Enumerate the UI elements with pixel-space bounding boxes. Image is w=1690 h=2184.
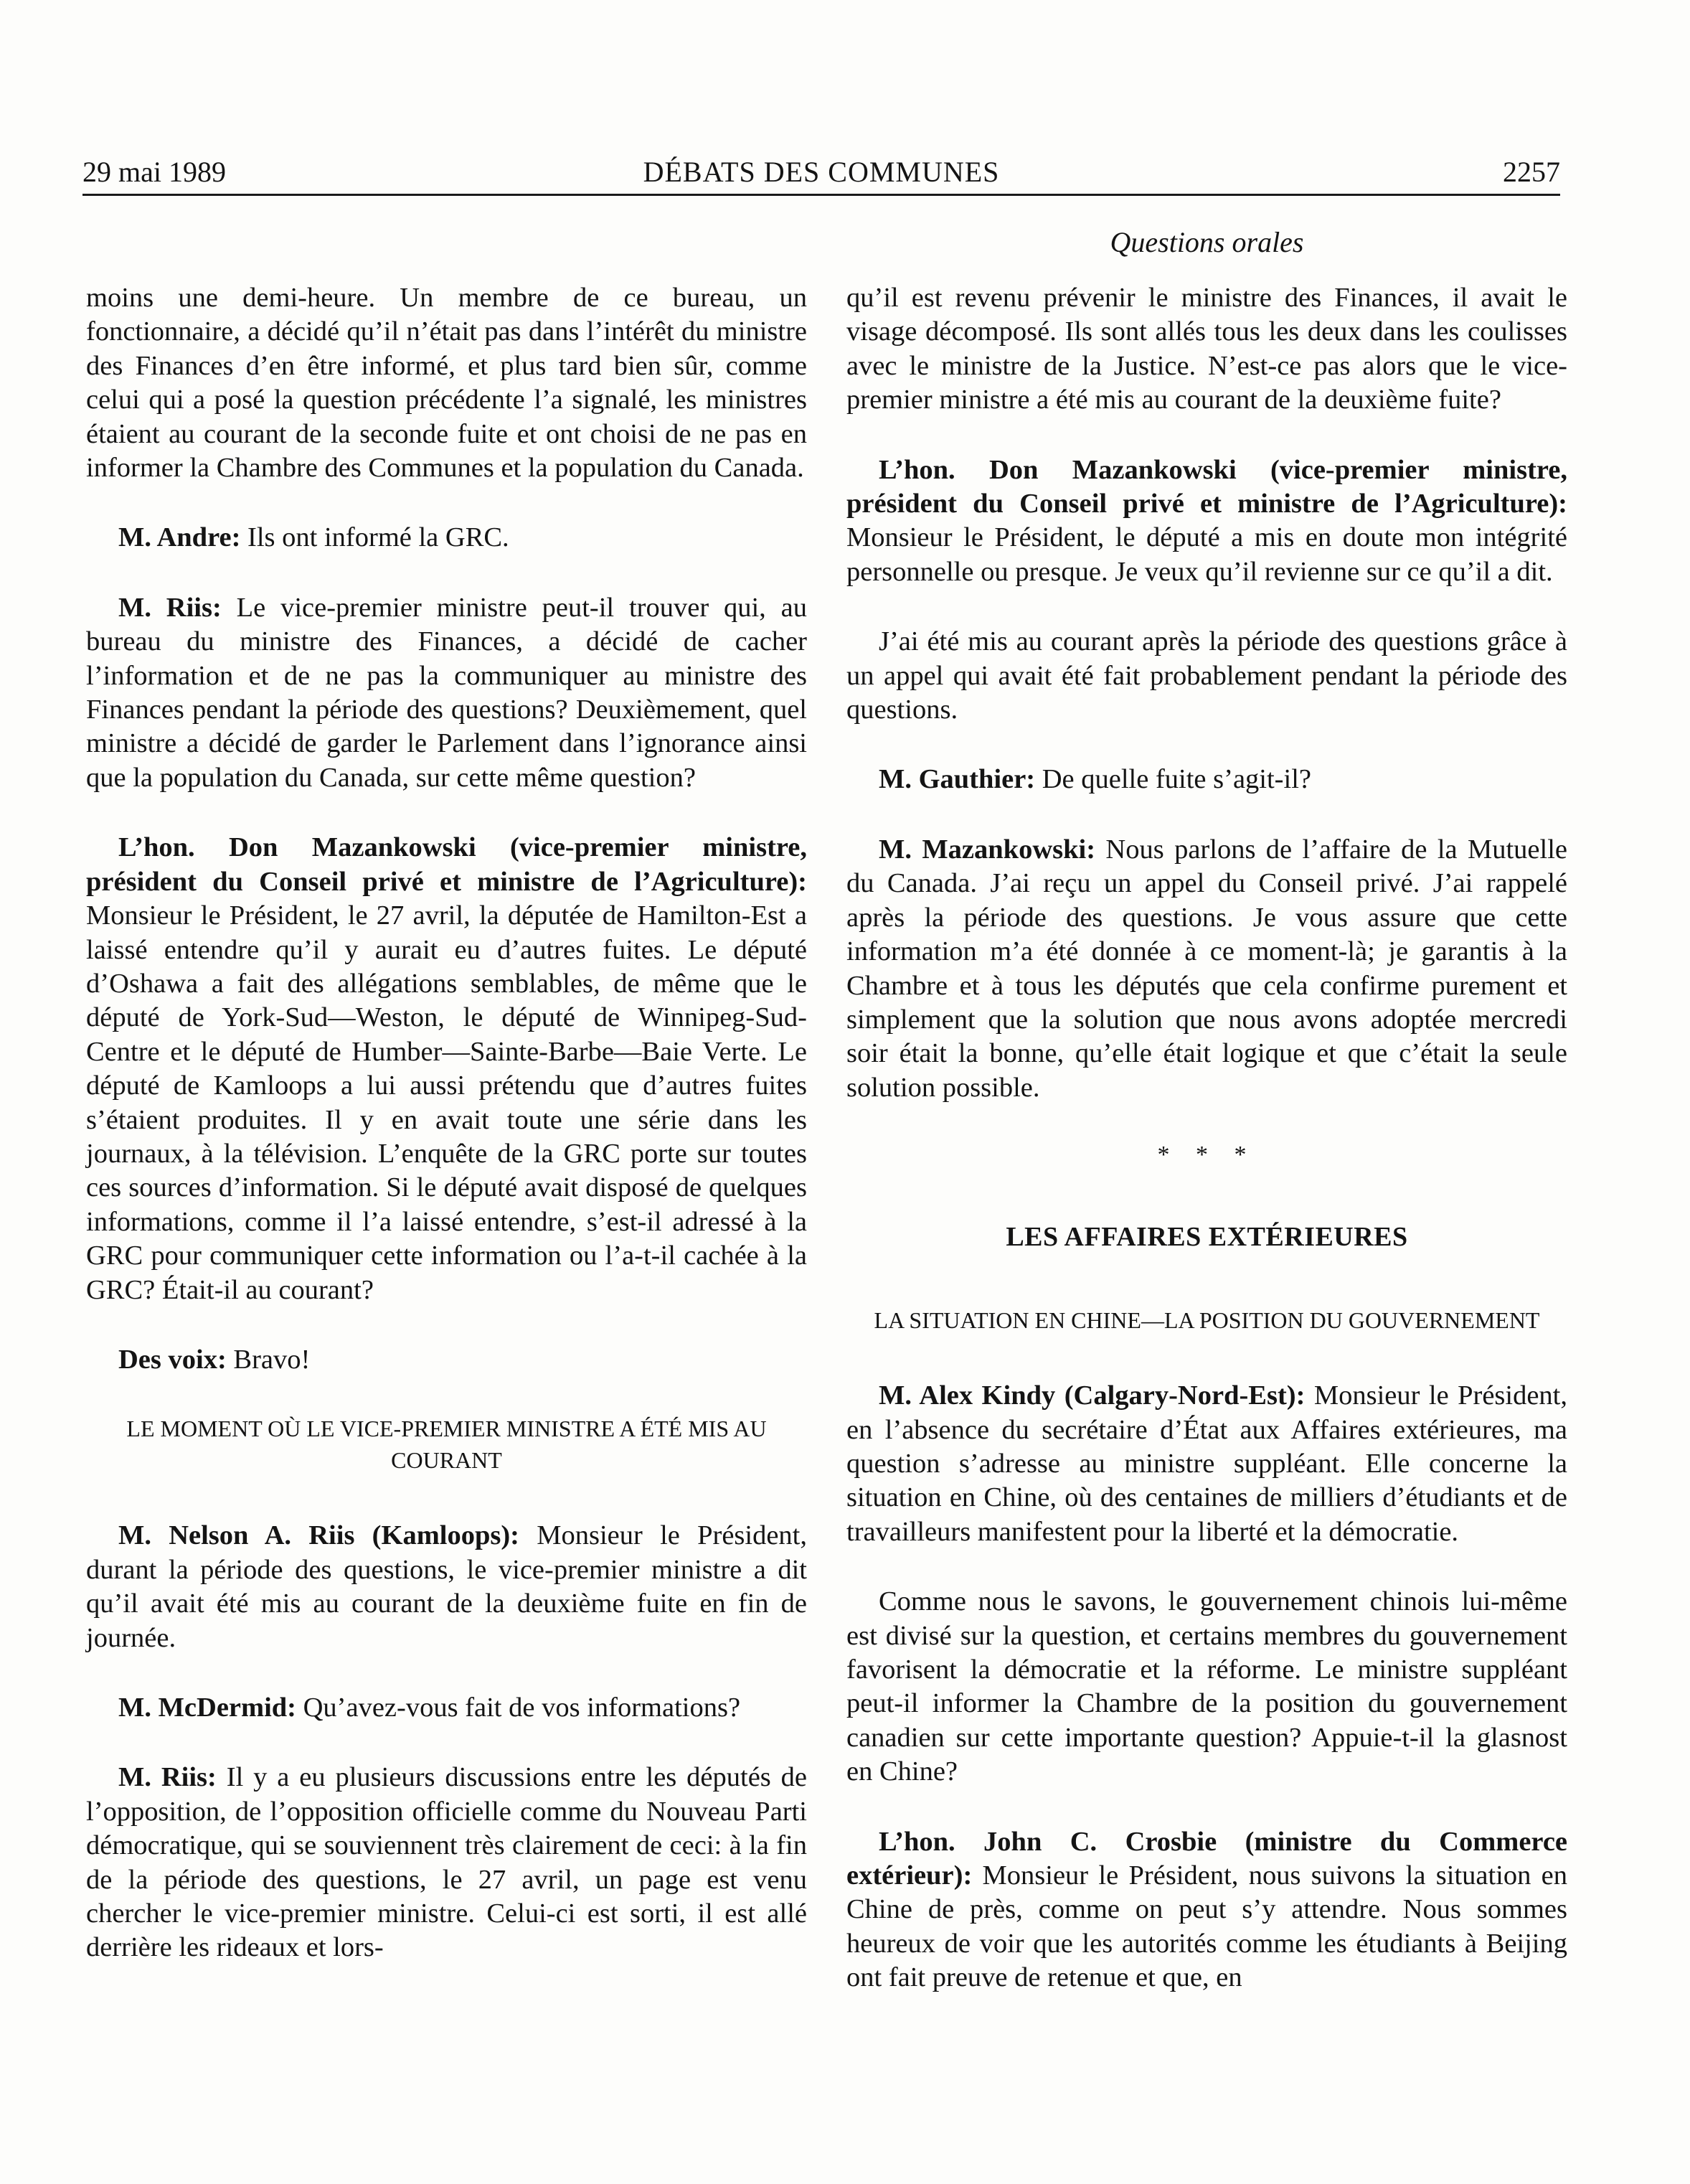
header-title: DÉBATS DES COMMUNES xyxy=(643,156,1000,188)
speech-text: qu’il est revenu prévenir le ministre des Finances, il avait le visage décomposé. Ils sont allés tous les deux dans les coulisses avec le ministre de la Justice. N’est-ce pas alors que le vice-premier ministre a été mis au courant de la deuxième fuite? xyxy=(846,283,1567,415)
speaker-name: M. Alex Kindy (Calgary-Nord-Est): xyxy=(879,1380,1306,1411)
header-rule xyxy=(82,194,1560,196)
speech-text: Monsieur le Président, durant la période des questions, le vice-premier ministre a dit qu’il avait été mis au courant de la deuxième fuite en fin de journée. xyxy=(86,1520,808,1653)
text-paragraph xyxy=(846,625,1567,727)
speech-paragraph xyxy=(846,453,1567,590)
speaker-name: M. Riis: xyxy=(118,1762,217,1793)
speaker-name: M. Andre: xyxy=(118,522,241,553)
speaker-name: Des voix: xyxy=(118,1344,227,1375)
speech-text: Nous parlons de l’affaire de la Mutuelle du Canada. J’ai reçu un appel du Conseil privé. J’ai rappelé après la période des questions. Je vous assure que cette information m’a été donnée à ce moment-là; je garantis à la Chambre et à tous les députés que cela confirme purement et simplement que la solution que nous avons adoptée mercredi soir était la bonne, qu’elle était logique et que c’était la seule solution possible. xyxy=(846,834,1567,1103)
speech-text: Le vice-premier ministre peut-il trouver qui, au bureau du ministre des Finances, a décidé de cacher l’information et de ne pas la communiquer au ministre des Finances pendant la période des questions? Deuxièmement, quel ministre a décidé de garder le Parlement dans l’ignorance ainsi que la population du Canada, sur cette même question? xyxy=(86,592,807,793)
section-separator: * * * xyxy=(1157,1142,1257,1169)
speech-text: De quelle fuite s’agit-il? xyxy=(1035,764,1311,795)
speech-text: J’ai été mis au courant après la période des questions grâce à un appel qui avait été fait probablement pendant la période des questions. xyxy=(846,626,1567,725)
speech-text: Monsieur le Président, le 27 avril, la députée de Hamilton-Est a laissé entendre qu’il y aurait eu d’autres fuites. Le député d’Oshawa a fait des allégations semblables, de même que le député de York-Sud—Weston, le député de Winnipeg-Sud-Centre et le député de Humber—Sainte-Barbe—Baie Verte. Le député de Kamloops a lui aussi prétendu que d’autres fuites s’étaient produites. Il y en avait toute une série dans les journaux, à la télévision. L’enquête de la GRC porte sur toutes ces sources d’information. Si le député avait disposé de quelques informations, comme il l’a laissé entendre, s’est-il adressé à la GRC pour communiquer cette information ou l’a-t-il cachée à la GRC? Était-il au courant? xyxy=(86,900,807,1305)
page-header xyxy=(82,152,1560,192)
running-head: Questions orales xyxy=(1110,226,1304,258)
speech-text: Monsieur le Président, nous suivons la situation en Chine de près, comme on peut s’y attendre. Nous sommes heureux de voir que les autorités comme les étudiants à Beijing ont fait preuve de retenue et que, en xyxy=(846,1860,1567,1993)
speech-paragraph xyxy=(86,831,807,1307)
speaker-name: L’hon. John C. Crosbie (ministre du Commerce extérieur): xyxy=(846,1826,1567,1891)
speech-text: Il y a eu plusieurs discussions entre les députés de l’opposition, de l’opposition officielle comme du Nouveau Parti démocratique, qui se souviennent très clairement de ceci: à la fin de la période des questions, le 27 avril, un page est venu chercher le vice-premier ministre. Celui-ci est sorti, il est allé derrière les rideaux et lors- xyxy=(86,1762,808,1963)
speaker-name: M. Gauthier: xyxy=(879,764,1036,795)
section-subheading: LA SITUATION EN CHINE—LA POSITION DU GOUVERNEMENT xyxy=(874,1307,1540,1334)
speech-text: Monsieur le Président, en l’absence du secrétaire d’État aux Affaires extérieures, ma question s’adresse au ministre suppléant. Elle concerne la situation en Chine, où des centaines de milliers d’étudiants et de travailleurs manifestent pour la liberté et la démocratie. xyxy=(846,1380,1568,1547)
speaker-name: M. Riis: xyxy=(118,592,222,623)
speech-paragraph xyxy=(86,1761,807,1964)
right-column xyxy=(846,281,1567,2031)
left-column xyxy=(86,281,807,2001)
speaker-name: M. McDermid: xyxy=(118,1693,296,1723)
speaker-name: M. Nelson A. Riis (Kamloops): xyxy=(118,1520,519,1551)
speech-paragraph xyxy=(846,833,1567,1105)
speech-paragraph xyxy=(86,1343,807,1377)
speech-text: Monsieur le Président, le député a mis en doute mon intégrité personnelle ou presque. Je veux qu’il revienne sur ce qu’il a dit. xyxy=(846,522,1567,587)
header-date: 29 mai 1989 xyxy=(82,156,226,188)
text-paragraph xyxy=(86,281,807,485)
speech-text: moins une demi-heure. Un membre de ce bureau, un fonctionnaire, a décidé qu’il n’était pas dans l’intérêt du ministre des Finances d’en être informé, et plus tard bien sûr, comme celui qui a posé la question précédente l’a signalé, les ministres étaient au courant de la seconde fuite et ont choisi de ne pas en informer la Chambre des Communes et la population du Canada. xyxy=(86,283,807,484)
speaker-name: L’hon. Don Mazankowski (vice-premier ministre, président du Conseil privé et ministre de l’Agriculture): xyxy=(846,454,1567,519)
speech-paragraph xyxy=(846,763,1567,796)
section-heading: LES AFFAIRES EXTÉRIEURES xyxy=(1006,1222,1408,1253)
speech-paragraph xyxy=(846,1825,1567,1995)
text-paragraph xyxy=(846,281,1567,418)
speech-text: Bravo! xyxy=(226,1344,311,1375)
speech-paragraph xyxy=(846,1379,1567,1549)
speaker-name: L’hon. Don Mazankowski (vice-premier ministre, président du Conseil privé et ministre de l’Agriculture): xyxy=(86,832,807,897)
speech-text: Ils ont informé la GRC. xyxy=(240,522,509,553)
section-subheading: LE MOMENT OÙ LE VICE-PREMIER MINISTRE A ÉTÉ MIS AU COURANT xyxy=(126,1416,767,1474)
speech-paragraph xyxy=(86,591,807,795)
speaker-name: M. Mazankowski: xyxy=(879,834,1096,865)
speech-text: Comme nous le savons, le gouvernement chinois lui-même est divisé sur la question, et certains membres du gouvernement favorisent la démocratie et la réforme. Le ministre suppléant peut-il informer la Chambre de la position du gouvernement canadien sur cette importante question? Appuie-t-il la glasnost en Chine? xyxy=(846,1586,1567,1787)
speech-paragraph xyxy=(86,1691,807,1725)
page-number: 2257 xyxy=(1503,156,1560,188)
text-paragraph xyxy=(846,1585,1567,1789)
speech-paragraph xyxy=(86,1519,807,1655)
speech-text: Qu’avez-vous fait de vos informations? xyxy=(296,1693,741,1723)
speech-paragraph xyxy=(86,521,807,555)
